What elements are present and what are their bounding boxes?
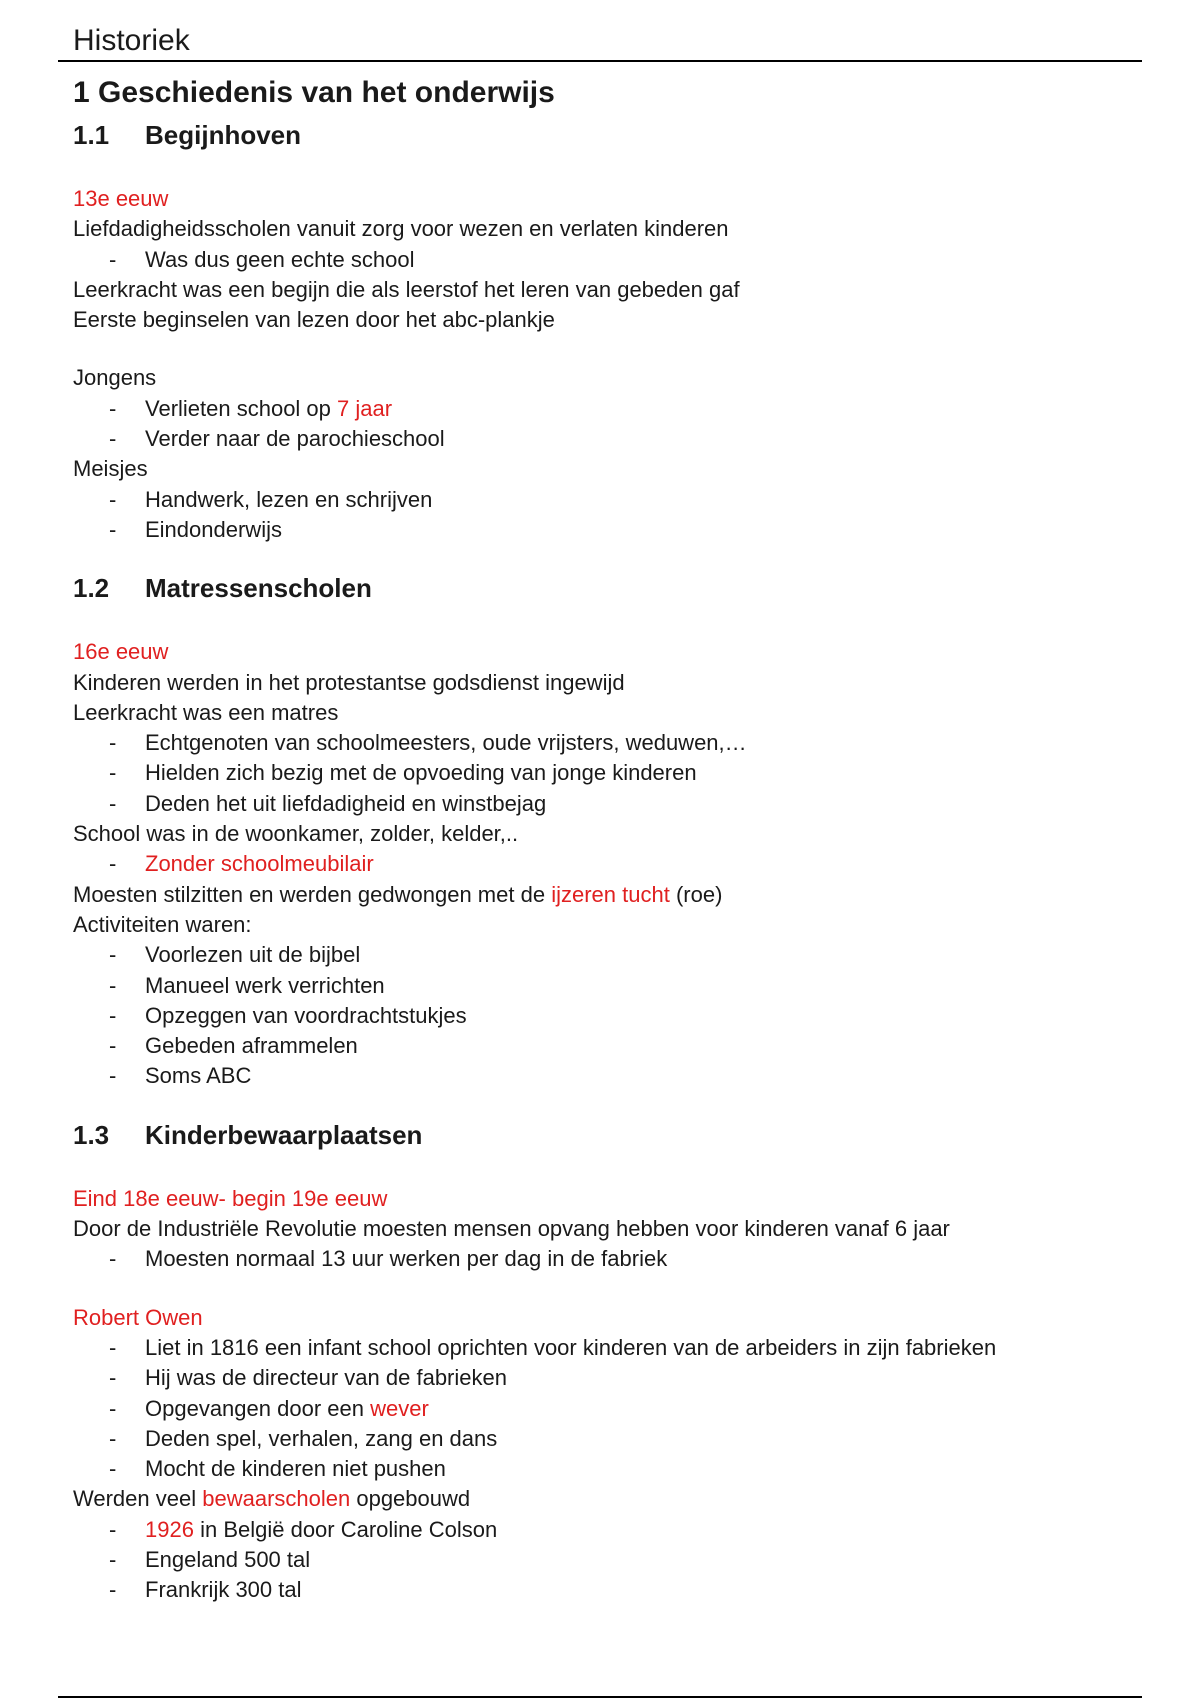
bullet-item: - Mocht de kinderen niet pushen xyxy=(109,1456,446,1482)
paragraph: Door de Industriële Revolutie moesten mensen opvang hebben voor kinderen vanaf 6 jaar xyxy=(73,1216,950,1242)
group-label: Meisjes xyxy=(73,456,148,482)
bullet-item: - Opgevangen door een wever xyxy=(109,1395,429,1421)
period-label: Eind 18e eeuw- begin 19e eeuw xyxy=(73,1185,388,1211)
section-heading-kinderbewaarplaatsen xyxy=(73,1116,1133,1154)
section-title: Kinderbewaarplaatsen xyxy=(145,1119,423,1150)
paragraph: Activiteiten waren: xyxy=(73,911,252,937)
footer-rule xyxy=(58,1696,1142,1698)
period-label: 13e eeuw xyxy=(73,186,169,211)
bullet-item: - Liet in 1816 een infant school oprichten voor kinderen van de arbeiders in zijn fabrieken xyxy=(109,1334,997,1360)
person-label: Robert Owen xyxy=(73,1304,203,1330)
section-title: Matressenscholen xyxy=(145,573,372,604)
bullet-item: - Verder naar de parochieschool xyxy=(109,426,445,452)
bullet-item: - Hij was de directeur van de fabrieken xyxy=(109,1365,507,1391)
section-number: 1.1 xyxy=(73,120,110,150)
bullet-item: - 1926 in België door Caroline Colson xyxy=(109,1516,498,1542)
period-label: 16e eeuw xyxy=(73,639,169,665)
section-heading-matressenscholen xyxy=(73,569,1133,607)
bullet-item: - Zonder schoolmeubilair xyxy=(109,851,374,877)
bullet-item: - Soms ABC xyxy=(109,1063,252,1089)
bullet-item: - Hielden zich bezig met de opvoeding van jonge kinderen xyxy=(109,760,697,786)
section-number: 1.2 xyxy=(73,573,110,604)
bullet-item: - Frankrijk 300 tal xyxy=(109,1577,302,1603)
bullet-item: - Opzeggen van voordrachtstukjes xyxy=(109,1002,467,1028)
bullet-item: - Moesten normaal 13 uur werken per dag in de fabriek xyxy=(109,1246,668,1272)
bullet-item: - Handwerk, lezen en schrijven xyxy=(109,486,433,512)
paragraph: Kinderen werden in het protestantse godsdienst ingewijd xyxy=(73,669,625,695)
page-header xyxy=(58,22,1142,62)
section-number: 1.3 xyxy=(73,1119,110,1150)
section-title: Begijnhoven xyxy=(145,120,302,150)
bullet-item: - Manueel werk verrichten xyxy=(109,972,385,998)
section-heading-begijnhoven xyxy=(73,116,1133,154)
bullet-item: - Engeland 500 tal xyxy=(109,1546,311,1572)
bullet-item: - Eindonderwijs xyxy=(109,516,282,542)
chapter-title: 1 Geschiedenis van het onderwijs xyxy=(73,76,555,109)
bullet-item: - Echtgenoten van schoolmeesters, oude vrijsters, weduwen,… xyxy=(109,730,747,756)
bullet-item: - Gebeden aframmelen xyxy=(109,1033,358,1059)
bullet-item: - Deden spel, verhalen, zang en dans xyxy=(109,1425,498,1451)
group-label: Jongens xyxy=(73,365,157,391)
bullet-item: - Voorlezen uit de bijbel xyxy=(109,942,361,968)
bullet-item: - Verlieten school op 7 jaar xyxy=(109,395,393,421)
paragraph: Moesten stilzitten en werden gedwongen met de ijzeren tucht (roe) xyxy=(73,881,723,907)
paragraph: Leerkracht was een matres xyxy=(73,699,339,725)
paragraph: Liefdadigheidsscholen vanuit zorg voor wezen en verlaten kinderen xyxy=(73,216,729,242)
page-header-title: Historiek xyxy=(73,24,190,57)
paragraph: Werden veel bewaarscholen opgebouwd xyxy=(73,1486,471,1512)
paragraph: School was in de woonkamer, zolder, kelder,.. xyxy=(73,821,519,847)
bullet-item: - Was dus geen echte school xyxy=(109,246,415,272)
bullet-item: - Deden het uit liefdadigheid en winstbejag xyxy=(109,790,547,816)
document-content xyxy=(73,70,1133,1606)
paragraph: Leerkracht was een begijn die als leerstof het leren van gebeden gaf xyxy=(73,276,740,302)
paragraph: Eerste beginselen van lezen door het abc-plankje xyxy=(73,307,555,333)
